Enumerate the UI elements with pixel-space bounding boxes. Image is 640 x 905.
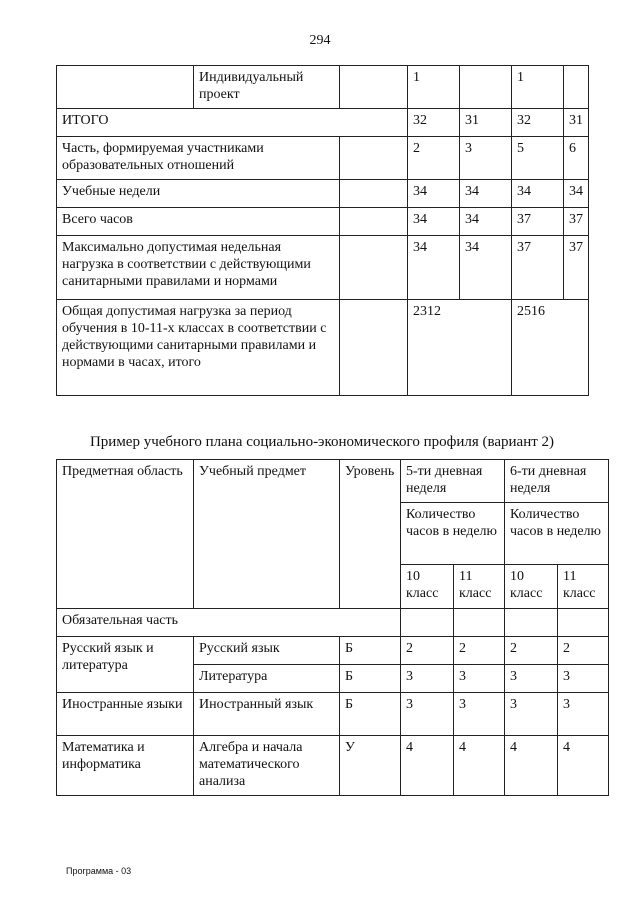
value-cell: 2 <box>558 637 609 665</box>
header-cell-grade: 10 класс <box>401 565 454 609</box>
value-cell: 34 <box>460 180 512 208</box>
table-cell <box>57 66 194 109</box>
table-cell <box>340 66 408 109</box>
value-cell: 2 <box>505 637 558 665</box>
value-cell: 34 <box>460 208 512 236</box>
value-cell: 34 <box>512 180 564 208</box>
table-cell <box>340 300 408 396</box>
header-cell-hours5: Количество часов в неделю <box>401 503 505 565</box>
table-row <box>57 300 589 396</box>
table-cell <box>340 137 408 180</box>
value-cell: 2312 <box>408 300 512 396</box>
table-row <box>57 180 589 208</box>
value-cell: 3 <box>454 693 505 736</box>
value-cell <box>564 66 589 109</box>
value-cell: 34 <box>564 180 589 208</box>
value-cell: 4 <box>505 736 558 796</box>
value-cell: 1 <box>408 66 460 109</box>
table-row <box>57 236 589 300</box>
section-row <box>57 609 609 637</box>
table-row <box>57 208 589 236</box>
table-cell <box>340 208 408 236</box>
footer-label: Программа - 03 <box>66 866 132 876</box>
value-cell: 1 <box>512 66 564 109</box>
subject-cell: Иностранный язык <box>194 693 340 736</box>
value-cell: 31 <box>460 109 512 137</box>
table-cell <box>505 609 558 637</box>
value-cell: 3 <box>401 693 454 736</box>
table-cell <box>401 609 454 637</box>
level-cell: Б <box>340 637 401 665</box>
value-cell: 3 <box>505 693 558 736</box>
header-cell-area: Предметная область <box>57 460 194 609</box>
level-cell: Б <box>340 693 401 736</box>
value-cell: 37 <box>564 208 589 236</box>
subject-cell: Литература <box>194 665 340 693</box>
table-row <box>57 66 589 109</box>
value-cell: 34 <box>460 236 512 300</box>
value-cell: 4 <box>401 736 454 796</box>
value-cell: 32 <box>512 109 564 137</box>
header-cell-subject: Учебный предмет <box>194 460 340 609</box>
value-cell: 37 <box>512 208 564 236</box>
curriculum-table <box>56 459 609 796</box>
table-row <box>57 736 609 796</box>
table-row <box>57 637 609 665</box>
table-cell <box>340 236 408 300</box>
value-cell: 5 <box>512 137 564 180</box>
value-cell: 3 <box>460 137 512 180</box>
row-label: Учебные недели <box>57 180 340 208</box>
header-row <box>57 460 609 503</box>
header-cell-week5: 5-ти дневная неделя <box>401 460 505 503</box>
row-label: Общая допустимая нагрузка за период обучения в 10-11-х классах в соответствии с действующими санитарными правилами и нормами в часах, итого <box>57 300 340 396</box>
table-row <box>57 109 589 137</box>
value-cell: 4 <box>454 736 505 796</box>
value-cell: 2516 <box>512 300 589 396</box>
value-cell: 2 <box>408 137 460 180</box>
header-cell-grade: 10 класс <box>505 565 558 609</box>
value-cell: 6 <box>564 137 589 180</box>
section-label: Обязательная часть <box>57 609 401 637</box>
table-row <box>57 137 589 180</box>
value-cell: 3 <box>505 665 558 693</box>
row-label: Часть, формируемая участниками образовательных отношений <box>57 137 340 180</box>
value-cell <box>460 66 512 109</box>
value-cell: 34 <box>408 180 460 208</box>
totals-table <box>56 65 589 396</box>
table-row <box>57 693 609 736</box>
page-number: 294 <box>309 33 331 48</box>
level-cell: У <box>340 736 401 796</box>
table-cell <box>340 180 408 208</box>
header-cell-week6: 6-ти дневная неделя <box>505 460 609 503</box>
table-cell <box>558 609 609 637</box>
header-cell-grade: 11 класс <box>454 565 505 609</box>
header-cell-level: Уровень <box>340 460 401 609</box>
value-cell: 34 <box>408 236 460 300</box>
value-cell: 2 <box>401 637 454 665</box>
value-cell: 37 <box>564 236 589 300</box>
row-label: ИТОГО <box>57 109 408 137</box>
value-cell: 3 <box>558 665 609 693</box>
value-cell: 3 <box>558 693 609 736</box>
subject-cell: Русский язык <box>194 637 340 665</box>
row-label: Максимально допустимая недельная нагрузка в соответствии с действующими санитарными правилами и нормами <box>57 236 340 300</box>
value-cell: 31 <box>564 109 589 137</box>
header-cell-hours6: Количество часов в неделю <box>505 503 609 565</box>
value-cell: 2 <box>454 637 505 665</box>
area-cell: Русский язык и литература <box>57 637 194 693</box>
table-cell <box>454 609 505 637</box>
area-cell: Математика и информатика <box>57 736 194 796</box>
subject-cell: Алгебра и начала математического анализа <box>194 736 340 796</box>
value-cell: 32 <box>408 109 460 137</box>
value-cell: 37 <box>512 236 564 300</box>
header-cell-grade: 11 класс <box>558 565 609 609</box>
row-label: Всего часов <box>57 208 340 236</box>
value-cell: 34 <box>408 208 460 236</box>
table-caption: Пример учебного плана социально-экономического профиля (вариант 2) <box>89 434 555 450</box>
level-cell: Б <box>340 665 401 693</box>
subject-cell: Индивидуальный проект <box>194 66 340 109</box>
value-cell: 3 <box>401 665 454 693</box>
area-cell: Иностранные языки <box>57 693 194 736</box>
value-cell: 3 <box>454 665 505 693</box>
value-cell: 4 <box>558 736 609 796</box>
